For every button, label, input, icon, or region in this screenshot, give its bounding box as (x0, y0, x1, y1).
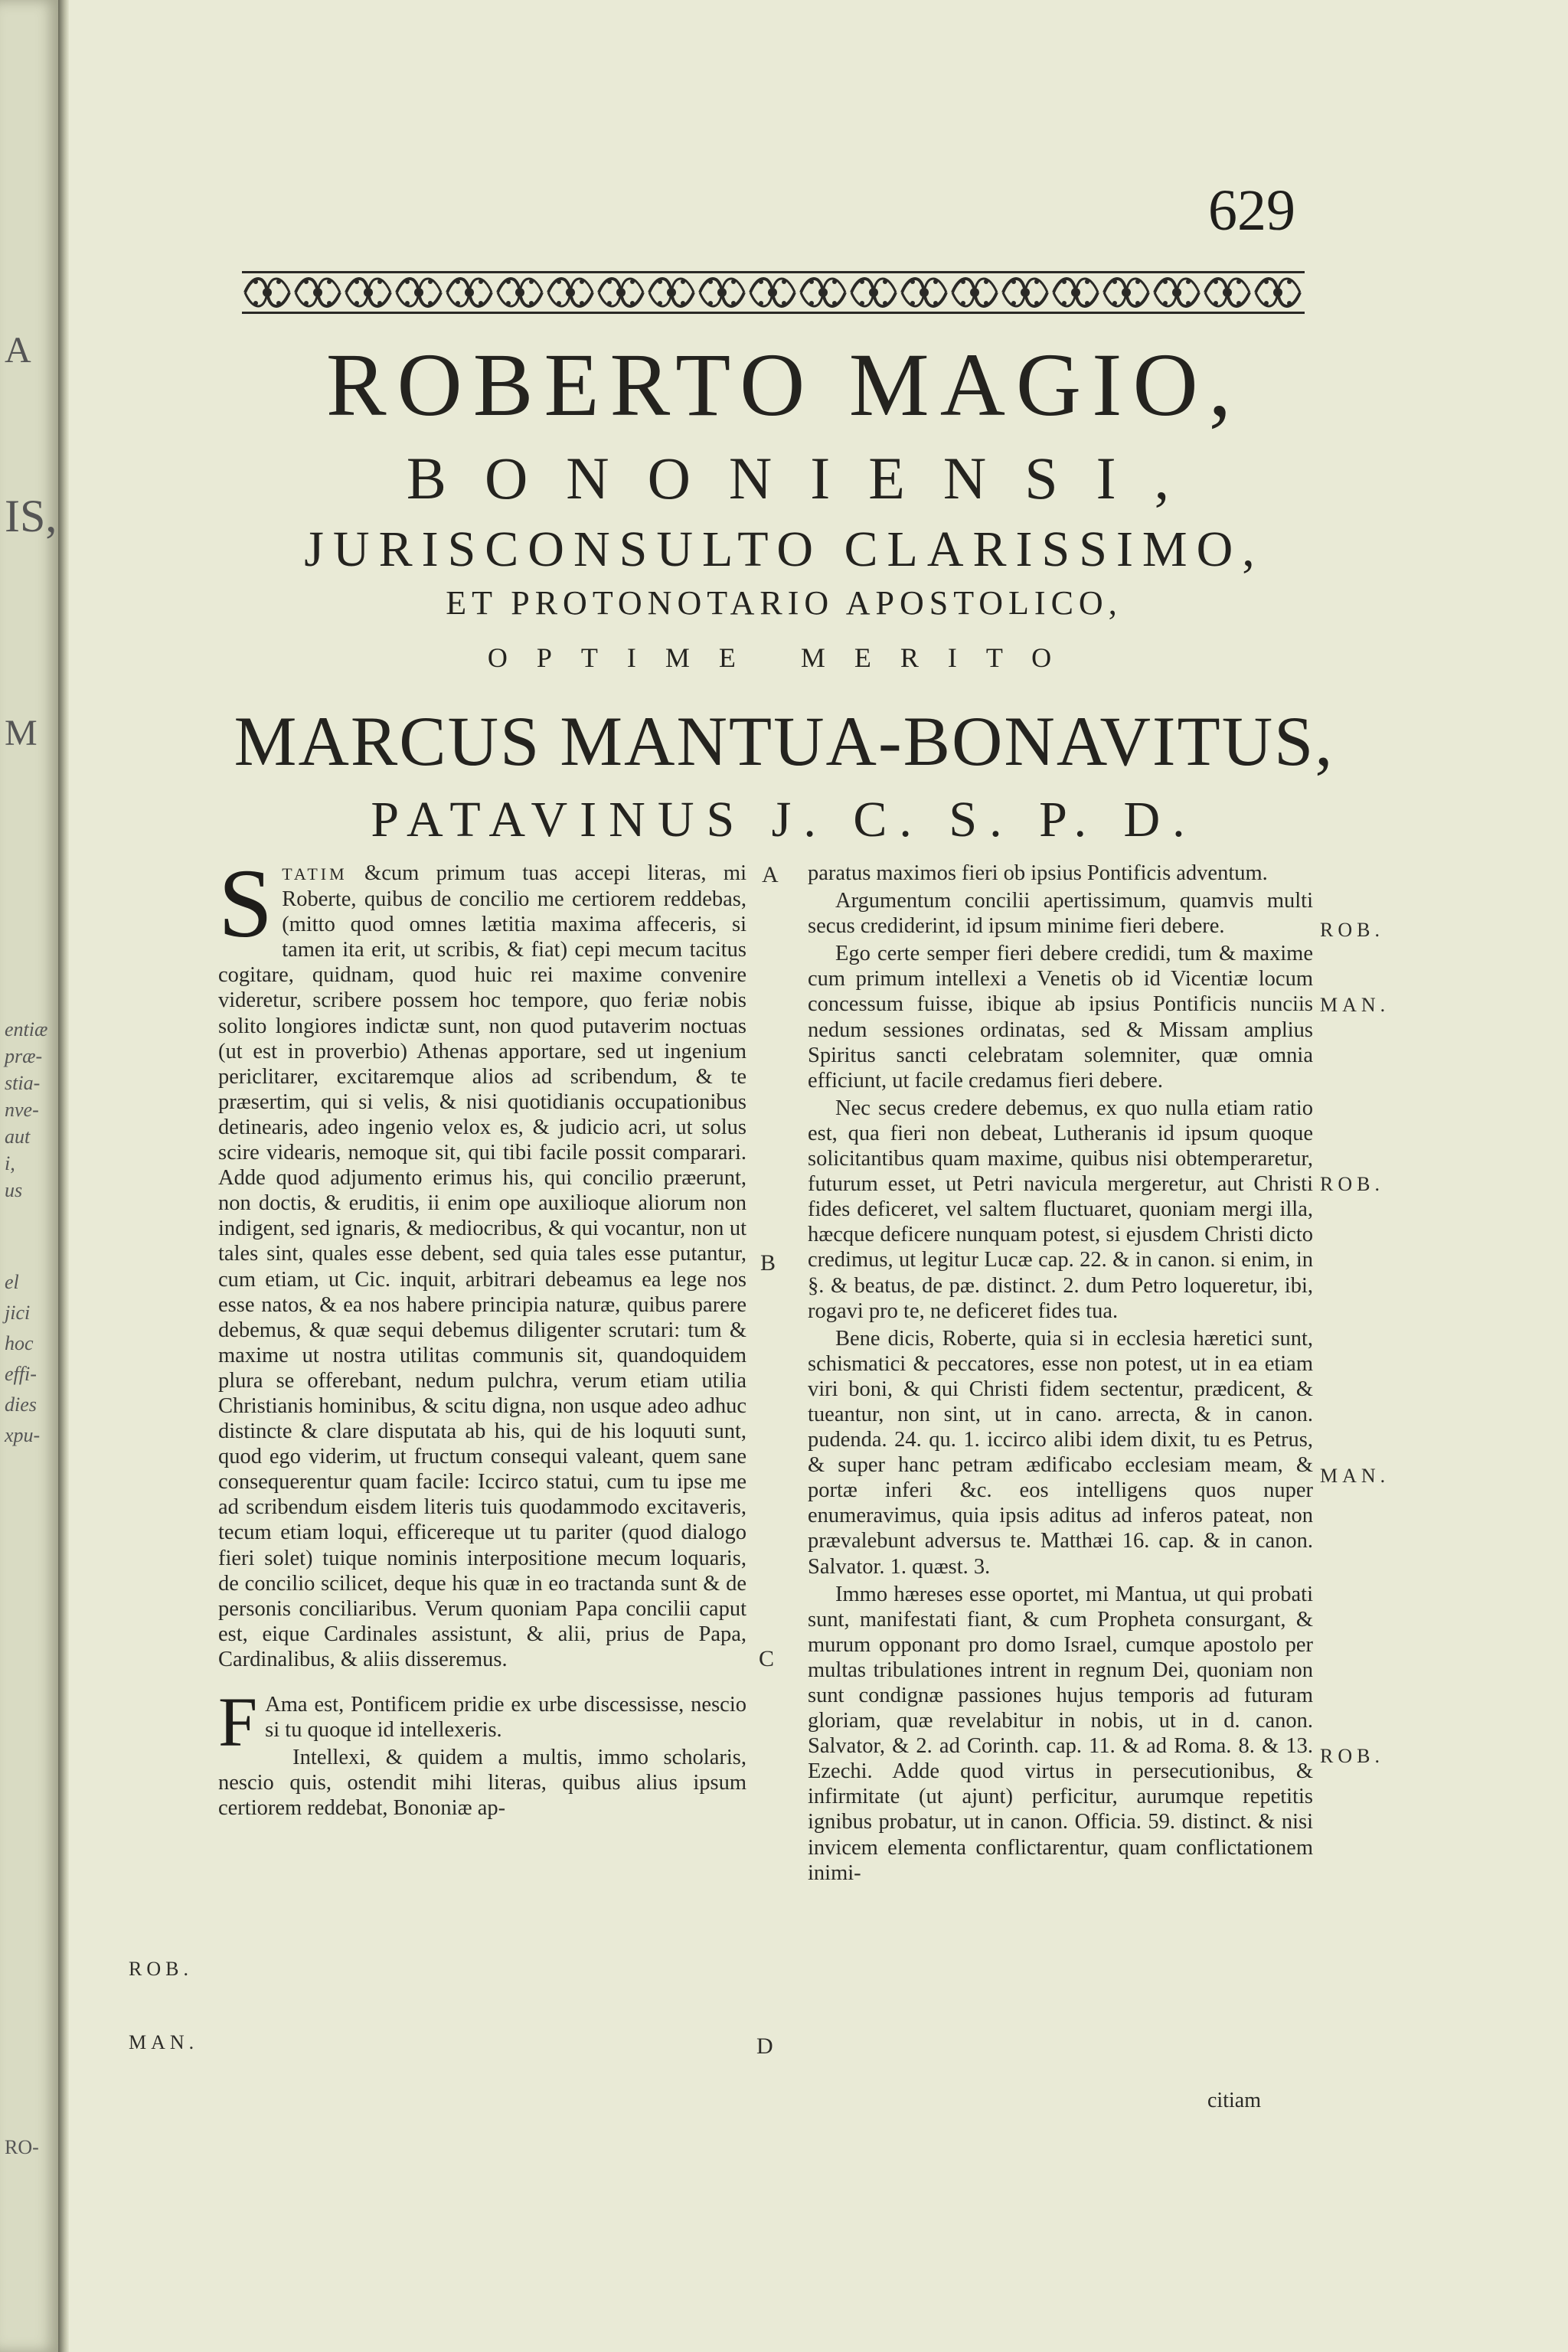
speaker-label-man: MAN. (129, 2031, 199, 2053)
paragraph (808, 1326, 1313, 1579)
paragraph (218, 1745, 746, 1821)
prev-page-fragment: entiæ (5, 1018, 48, 1040)
prev-page-fragment: nve- (5, 1099, 39, 1121)
ornamental-band (242, 270, 1305, 315)
prev-page-fragment: stia- (5, 1072, 41, 1094)
prev-page-fragment: præ- (5, 1045, 43, 1067)
section-letter: C (759, 1646, 775, 1671)
prev-page-fragment: IS, (5, 491, 57, 541)
section-letter: A (762, 862, 779, 887)
paragraph (218, 849, 746, 1672)
paragraph-text: Intellexi, & quidem a multis, immo scholaris, nescio quis, ostendit mihi literas, quibus alius ipsum certiorem reddebat, Bononiæ ap- (218, 1746, 746, 1821)
paragraph (808, 861, 1313, 886)
speaker-label-rob: ROB. (1320, 1173, 1384, 1195)
section-letter: B (760, 1250, 776, 1276)
speaker-label-rob: ROB. (129, 1958, 193, 1980)
drop-cap: S (218, 849, 273, 958)
heading-line-7: PATAVINUS J. C. S. P. D. (371, 792, 1197, 848)
catchword: citiam (1207, 2089, 1261, 2112)
paragraph (218, 1683, 746, 1761)
paragraph-text: paratus maximos fieri ob ipsius Pontificis adventum. (808, 861, 1268, 885)
speaker-label-man: MAN. (1320, 1465, 1390, 1487)
prev-page-fragment: A (5, 330, 31, 371)
heading-line-6: MARCUS MANTUA-BONAVITUS, (234, 702, 1334, 780)
prev-page-fragment: jici (5, 1302, 31, 1324)
section-letter: D (756, 2034, 773, 2059)
prev-page-fragment: us (5, 1179, 23, 1201)
speaker-label-rob: ROB. (1320, 1745, 1384, 1767)
prev-page-fragment: el (5, 1271, 19, 1293)
prev-page-fragment: hoc (5, 1332, 34, 1354)
paragraph-text: &cum primum tuas accepi literas, mi Roberte, quibus de concilio me certiorem reddebas, (mitto quod omnes lætitia maxima affeceris, si tamen ita erit, ut scribis, & fiat) cepi mecum tacitus cogitare, quidnam, quod huic rei maxime convenire videretur, scribere possem hoc tempore, quo feriæ nobis solito longiores indictæ sunt, non quod putaverim noctuas (ut est in proverbio) Athenas apportare, sed ut ingenium periclitarer, excitaremque alios ad scribendum, & te præsertim, qui si velis, & nisi quotidianis occupationibus detinearis, adeo ingenio velox es, & judicio acri, ut solus scire videaris, nemoque sit, qui tibi facile possit comparari. Adde quod adjumento erimus his, qui concilio præerunt, non doctis, & eruditis, ii enim ope auxilioque aliorum non indigent, sed ignaris, & mediocribus, & qui vocantur, non ut tales sint, quales esse debent, sed quia tales esse putantur, cum etiam, ut Cic. inquit, arbitrari debeamus ea lege nos esse natos, & ea nos habere principia naturæ, quibus parere debemus, & quæ sequi debemus diligenter scrutari: tum & maxime ut nostra utilitas communis sit, quandoquidem plura se offerebant, nedum pulchra, verum etiam utilia Christianis hominibus, & scitu digna, non usque adeo adhuc distincte & clare disputata ab his, qui de his loquuti sunt, quod ego viderim, ut fructum consequi valeant, quem sane consequerentur quam facile: Iccirco statui, cum tu ipse me ad scribendum eisdem literis tuis quodammodo excitaveris, tecum etiam loqui, efficereque ut tu pariter (quod dialogo fieri solet) tuique nominis interpositione mecum loquaris, de concilio scilicet, deque his quæ in eo tractanda sunt & de personis conciliaribus. Verum quoniam Papa concilii caput est, eique Cardinales assistunt, & alii, prius de Papa, Cardinalibus, & aliis disseremus. (218, 861, 746, 1671)
prev-page-fragment: effi- (5, 1363, 37, 1385)
paragraph (808, 1582, 1313, 1886)
prev-page-fragment: i, (5, 1152, 15, 1174)
heading-line-1: ROBERTO MAGIO, (325, 335, 1243, 435)
prev-page-fragment: xpu- (5, 1424, 41, 1446)
paragraph-text: Argumentum concilii apertissimum, quamvis multi secus crediderint, id ipsum minime fieri debere. (808, 889, 1313, 939)
prev-page-fragment: M (5, 713, 38, 753)
paragraph (808, 941, 1313, 1093)
speaker-label-rob: ROB. (1320, 919, 1384, 941)
heading-line-5: OPTIME MERITO (487, 642, 1081, 673)
heading-line-4: ET PROTONOTARIO APOSTOLICO, (446, 584, 1122, 622)
drop-cap: F (218, 1683, 258, 1761)
prev-page-fragment: dies (5, 1393, 37, 1416)
paragraph (808, 888, 1313, 939)
left-text-column (218, 849, 746, 1823)
paragraph (808, 1096, 1313, 1324)
show-through-text (459, 134, 1148, 191)
paragraph-text: Bene dicis, Roberte, quia si in ecclesia hæretici sunt, schismatici & peccatores, esse non potest, ut in ea etiam viri boni, & qui Christi fidem sectentur, prædicent, & tueantur, non sint, ut in cano. arrecta, & in canon. pudenda. 24. qu. 1. iccirco alibi idem dixit, tu es Petrus, & super hanc petram ædificabo ecclesiam meam, & portæ inferi &c. eos intelligens quos nuper enumeravimus, quia ipsis aditus ad inferos pateat, non prævalebunt adversus te. Matthæi 16. cap. & in canon. Salvator. 1. quæst. 3. (808, 1326, 1313, 1579)
heading-line-2: BONONIENSI, (406, 445, 1208, 511)
paragraph-text: Ego certe semper fieri debere credidi, tum & maxime cum primum intellexi a Venetis ob id Vicentiæ locum concessum fuisse, ibique ab ipsius Pontificis nunciis nedum sessiones ordinatas, sed & Missam amplius Spiritus sancti celebratam solemniter, quæ omnia efficiunt, ut facile credamus fieri debere. (808, 942, 1313, 1093)
speaker-label-man: MAN. (1320, 994, 1390, 1016)
paragraph-text: Nec secus credere debemus, ex quo nulla etiam ratio est, qua fieri non debeat, Lutheranis id ipsum quoque solicitantibus quam maxime, quibus nisi obtemperaretur, futurum esset, ut Petri navicula mergeretur, aut Christi fides deficeret, vel saltem fluctuaret, quoniam mergi illa, hæcque deficere nunquam potest, si ejusdem Christi dicto credimus, ut legitur Lucæ cap. 22. & in canon. si enim, in §. & beatus, de pæ. distinct. 2. dum Petro loqueretur, ibi, rogavi pro te, ne deficeret fides tua. (808, 1096, 1313, 1323)
right-text-column (808, 861, 1313, 1888)
heading-line-3: JURISCONSULTO CLARISSIMO, (304, 521, 1264, 577)
page-number: 629 (1208, 178, 1295, 243)
prev-page-fragment: RO- (5, 2136, 39, 2158)
paragraph-text: Ama est, Pontificem pridie ex urbe discessisse, nescio si tu quoque id intellexeris. (265, 1693, 746, 1743)
paragraph-text: Immo hæreses esse oportet, mi Mantua, ut qui probati sunt, manifestati fiant, & cum Propheta consurgant, & murum opponant pro domo Israel, cumque apostolo per multas tribulationes intrent in regnum Dei, quoniam non sunt condignæ passiones hujus temporis ad futuram gloriam, quæ revelabitur in nobis, ut in d. canon. Salvator, & 2. ad Corinth. cap. 11. & ad Roma. 8. & 13. Ezechi. Adde quod virtus in persecutionibus, & infirmitate (ut ajunt) perficitur, aurumque repetitis ignibus probatur, ut in canon. Officia. 59. distinct. & nisi invicem elementa conflictarentur, quam conflictationem inimi- (808, 1582, 1313, 1885)
prev-page-fragment: aut (5, 1125, 31, 1148)
small-caps-word: TATIM (282, 864, 348, 884)
